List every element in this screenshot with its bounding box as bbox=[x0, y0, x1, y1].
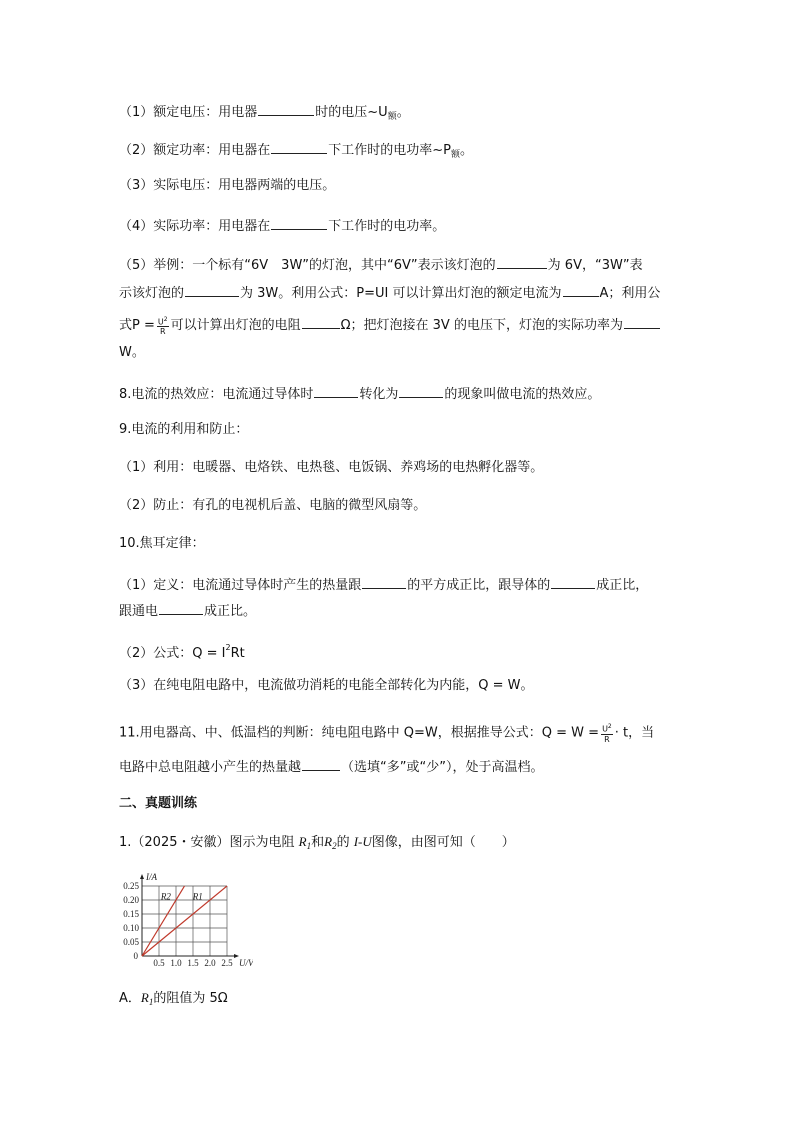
frac-numerator: U bbox=[157, 317, 164, 327]
var-r: R bbox=[140, 990, 149, 1005]
blank-14 bbox=[302, 755, 340, 771]
text-segment: 1.（2025・安徽）图示为电阻 bbox=[119, 835, 295, 850]
text-segment: （1）利用：电暖器、电烙铁、电热毯、电饭锅、养鸡场的电热孵化器等。 bbox=[119, 460, 544, 475]
text-segment: 8.电流的热效应：电流通过导体时 bbox=[119, 387, 314, 402]
option-a bbox=[119, 988, 228, 1012]
text-segment: 。 bbox=[460, 143, 474, 158]
text-segment: 和 bbox=[311, 835, 325, 850]
text-line-16 bbox=[119, 638, 245, 664]
text-line-8 bbox=[119, 343, 145, 363]
text-segment: （3）实际电压：用电器两端的电压。 bbox=[119, 178, 336, 193]
text-segment: Rt bbox=[230, 646, 245, 661]
text-segment: 10.焦耳定律： bbox=[119, 536, 205, 551]
series-label-r2: R2 bbox=[160, 891, 171, 902]
text-segment: 11.用电器高、中、低温档的判断：纯电阻电路中 Q=W，根据推导公式：Q = W = bbox=[119, 725, 600, 741]
frac-denominator: R bbox=[604, 734, 610, 744]
text-segment: 示该灯泡的 bbox=[119, 286, 185, 301]
text-line-10 bbox=[119, 420, 248, 440]
question-1 bbox=[119, 832, 515, 856]
text-line-4 bbox=[119, 214, 445, 237]
text-segment: W。 bbox=[119, 345, 145, 360]
var-r: R bbox=[324, 834, 333, 849]
y-tick-label: 0.25 bbox=[123, 881, 139, 891]
text-segment: 。 bbox=[396, 105, 410, 120]
y-tick-label: 0.20 bbox=[123, 895, 139, 905]
text-segment: 的平方成正比，跟导体的 bbox=[407, 578, 551, 593]
text-segment: （1）定义：电流通过导体时产生的热量跟 bbox=[119, 578, 362, 593]
text-segment: 式P = bbox=[119, 318, 155, 333]
text-segment: 转化为 bbox=[359, 387, 399, 402]
origin-label: 0 bbox=[133, 951, 138, 961]
var-iu: I-U bbox=[353, 834, 372, 849]
blank-3 bbox=[271, 214, 327, 230]
text-line-14 bbox=[119, 573, 648, 596]
fraction-u2-over-r bbox=[157, 315, 169, 337]
series-line-r1 bbox=[142, 886, 227, 956]
y-tick-label: 0.05 bbox=[123, 937, 139, 947]
x-tick-label: 1.5 bbox=[187, 958, 199, 968]
x-tick-label: 2.5 bbox=[221, 958, 233, 968]
text-segment: （1）额定电压：用电器 bbox=[119, 105, 258, 120]
text-segment: （选填“多”或“少”），处于高温档。 bbox=[341, 760, 544, 775]
y-tick-label: 0.10 bbox=[123, 923, 139, 933]
text-line-12 bbox=[119, 496, 426, 516]
text-line-3 bbox=[119, 176, 335, 196]
x-tick-label: 0.5 bbox=[153, 958, 165, 968]
y-tick-label: 0.15 bbox=[123, 909, 139, 919]
text-segment: Ω；把灯泡接在 3V 的电压下，灯泡的实际功率为 bbox=[340, 318, 623, 333]
frac-exponent: 2 bbox=[163, 315, 168, 323]
section-heading bbox=[119, 794, 197, 814]
subscript: 2 bbox=[332, 841, 337, 851]
blank-13 bbox=[159, 599, 203, 615]
blank-7 bbox=[302, 313, 340, 329]
blank-2 bbox=[271, 138, 327, 154]
text-segment: 下工作时的电功率~P bbox=[328, 143, 452, 158]
text-segment: A；利用公 bbox=[599, 286, 661, 301]
text-segment: 成正比。 bbox=[204, 604, 257, 619]
text-line-15 bbox=[119, 599, 256, 622]
text-line-7 bbox=[119, 313, 661, 336]
text-line-19 bbox=[119, 755, 543, 778]
frac-denominator: R bbox=[159, 327, 166, 337]
text-line-17 bbox=[119, 676, 534, 696]
subscript: 1 bbox=[148, 997, 154, 1007]
y-axis-arrow-icon bbox=[140, 874, 144, 879]
text-line-1 bbox=[119, 100, 410, 127]
iu-graph bbox=[118, 868, 253, 968]
text-segment: （5）举例：一个标有“6V 3W”的灯泡，其中“6V”表示该灯泡的 bbox=[119, 258, 496, 273]
var-r: R bbox=[298, 834, 307, 849]
blank-11 bbox=[362, 573, 406, 589]
text-segment: 的现象叫做电流的热效应。 bbox=[444, 387, 601, 402]
subscript: 额 bbox=[451, 150, 461, 160]
text-segment: 跟通电 bbox=[119, 604, 159, 619]
x-tick-label: 2.0 bbox=[204, 958, 216, 968]
blank-8 bbox=[624, 313, 660, 329]
blank-9 bbox=[314, 382, 358, 398]
graph-labels bbox=[123, 872, 253, 968]
frac-exponent: 2 bbox=[607, 723, 612, 730]
text-line-18 bbox=[119, 722, 654, 744]
subscript: 额 bbox=[387, 112, 397, 122]
text-segment: （2）防止：有孔的电视机后盖、电脑的微型风扇等。 bbox=[119, 498, 427, 513]
blank-6 bbox=[563, 281, 599, 297]
text-segment: 下工作时的电功率。 bbox=[328, 219, 446, 234]
frac-numerator: U bbox=[602, 724, 608, 734]
text-segment: （2）额定功率：用电器在 bbox=[119, 143, 271, 158]
text-line-2 bbox=[119, 138, 473, 165]
series-label-r1: R1 bbox=[192, 891, 203, 902]
blank-12 bbox=[551, 573, 595, 589]
text-segment: （2）公式：Q = I bbox=[119, 646, 226, 661]
text-line-9 bbox=[119, 382, 600, 405]
blank-5 bbox=[185, 281, 239, 297]
blank-4 bbox=[497, 253, 547, 269]
text-segment: 可以计算出灯泡的电阻 bbox=[170, 318, 301, 333]
text-segment: （3）在纯电阻电路中，电流做功消耗的电能全部转化为内能，Q = W。 bbox=[119, 678, 534, 693]
text-segment: 9.电流的利用和防止： bbox=[119, 422, 249, 437]
text-line-5 bbox=[119, 253, 643, 276]
text-line-11 bbox=[119, 458, 543, 478]
subscript: 1 bbox=[306, 841, 312, 851]
section-title: 二、真题训练 bbox=[119, 796, 198, 811]
text-segment: 的 bbox=[336, 835, 350, 850]
text-segment: 图像，由图可知（ ） bbox=[371, 835, 515, 850]
text-line-6 bbox=[119, 281, 660, 304]
x-tick-label: 1.0 bbox=[170, 958, 182, 968]
text-segment: · t，当 bbox=[614, 725, 655, 741]
fraction-u2-over-r bbox=[601, 722, 613, 744]
blank-1 bbox=[258, 100, 314, 116]
text-segment: 成正比， bbox=[596, 578, 649, 593]
text-segment: 为 3W。利用公式：P=UI 可以计算出灯泡的额定电流为 bbox=[240, 286, 562, 301]
option-label: A． bbox=[119, 991, 141, 1006]
text-line-13 bbox=[119, 534, 205, 554]
y-axis-label: I/A bbox=[146, 872, 157, 882]
text-segment: 时的电压~U bbox=[315, 105, 388, 120]
superscript: 2 bbox=[225, 643, 231, 652]
text-segment: 的阻值为 5Ω bbox=[153, 991, 228, 1006]
text-segment: 为 6V，“3W”表 bbox=[547, 258, 643, 273]
text-segment: 电路中总电阻越小产生的热量越 bbox=[119, 760, 302, 775]
text-segment: （4）实际功率：用电器在 bbox=[119, 219, 271, 234]
graph-series bbox=[142, 886, 227, 956]
x-axis-label: U/V bbox=[239, 958, 253, 968]
blank-10 bbox=[399, 382, 443, 398]
